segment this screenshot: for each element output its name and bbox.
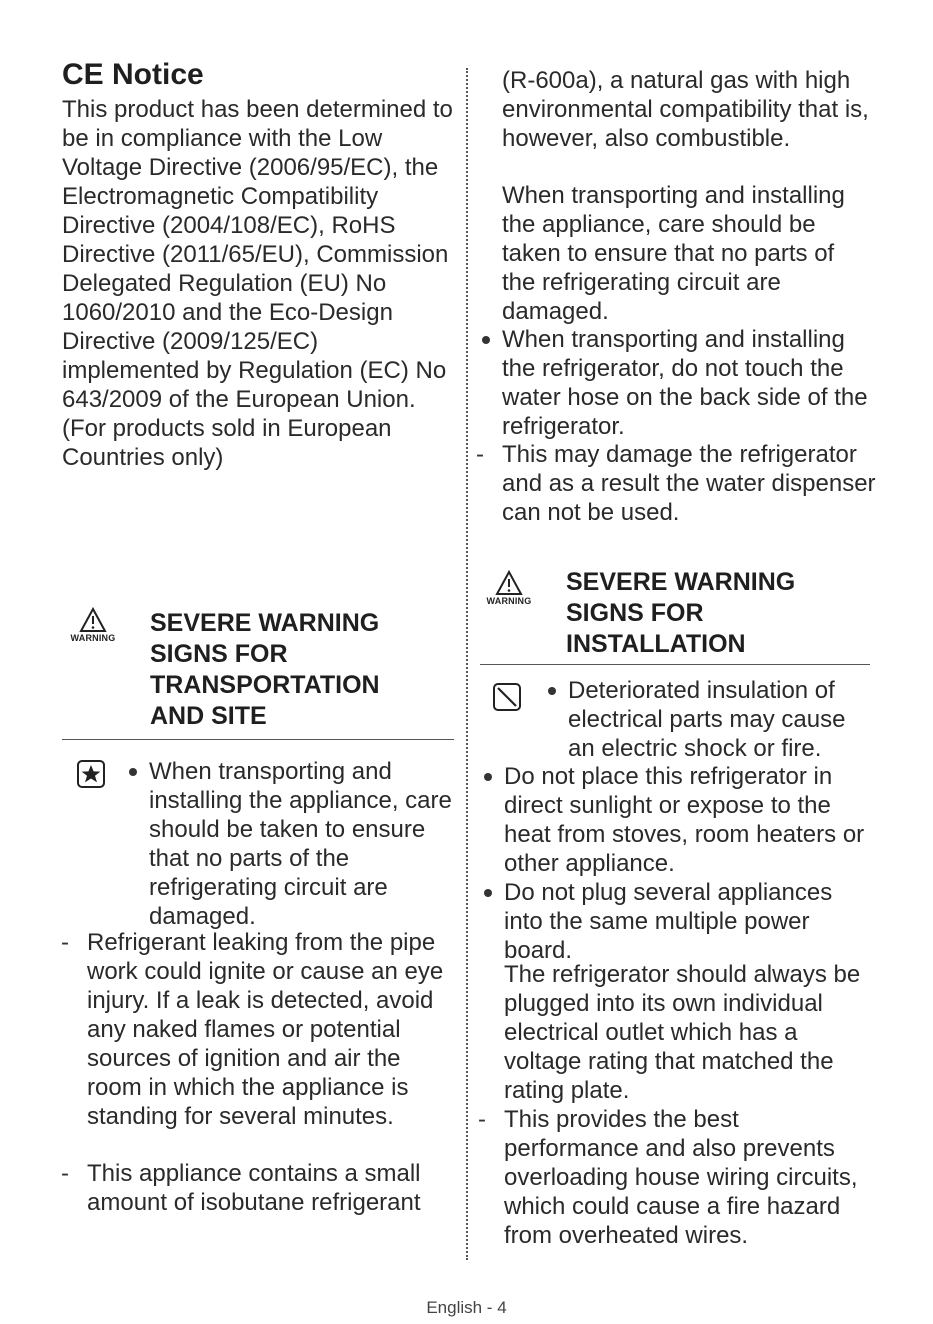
right-bottom-item-1 bbox=[568, 676, 874, 763]
bullet-item: Do not plug several appliances into the same multiple power board. bbox=[504, 878, 874, 965]
right-bottom-item-2 bbox=[504, 762, 874, 878]
right-bottom-item-3 bbox=[504, 878, 874, 965]
bullet-item: When transporting and installing the refrigerator, do not touch the water hose on the back side of the refrigerator. bbox=[502, 325, 874, 441]
right-bottom-item-5 bbox=[504, 1105, 878, 1250]
page-footer: English - 4 bbox=[426, 1298, 507, 1317]
right-top-item-1 bbox=[502, 325, 874, 441]
left-item-3 bbox=[87, 1159, 457, 1217]
warning-label: WARNING bbox=[486, 596, 532, 606]
bullet-item: Do not place this refrigerator in direct sunlight or expose to the heat from stoves, room heaters or other appliance. bbox=[504, 762, 874, 878]
star-box-icon bbox=[76, 759, 106, 794]
section-rule bbox=[480, 664, 870, 665]
warning-triangle-icon bbox=[62, 607, 124, 643]
right-top-item-2 bbox=[502, 440, 878, 527]
section-rule bbox=[62, 739, 454, 740]
left-item-1 bbox=[149, 757, 454, 931]
dash-item: - This appliance contains a small amount of isobutane refrigerant bbox=[87, 1159, 457, 1217]
column-divider bbox=[466, 68, 468, 1260]
right-continuation-2: When transporting and installing the appliance, care should be taken to ensure that no parts of the refrigerating circuit are damaged. bbox=[502, 182, 845, 325]
right-continuation: (R-600a), a natural gas with high environmental compatibility that is, however, also combustible. bbox=[502, 67, 869, 152]
dash-item: - This may damage the refrigerator and as a result the water dispenser can not be used. bbox=[502, 440, 878, 527]
ce-notice-title: CE Notice bbox=[62, 58, 204, 91]
bullet-item: When transporting and installing the appliance, care should be taken to ensure that no parts of the refrigerating circuit are damaged. bbox=[149, 757, 454, 931]
ce-notice-body: This product has been determined to be in compliance with the Low Voltage Directive (2006/95/EC), the Electromagnetic Compatibility Directive (2004/108/EC), RoHS Directive (2011/65/EU), Commission Delegated Regulation (EU) No 1060/2010 and the Eco-Design Directive (2009/125/EC) implemented by Regulation (EC) No 643/2009 of the European Union. (For products sold in European Countries only) bbox=[62, 96, 453, 471]
section-title-installation: SEVERE WARNING SIGNS FOR INSTALLATION bbox=[566, 568, 796, 658]
warning-triangle-icon bbox=[478, 570, 540, 606]
dash-item: - Refrigerant leaking from the pipe work could ignite or cause an eye injury. If a leak is detected, avoid any naked flames or potential sources of ignition and air the room in which the appliance is standing for several minutes. bbox=[87, 928, 457, 1131]
left-item-2 bbox=[87, 928, 457, 1131]
warning-label: WARNING bbox=[70, 633, 116, 643]
bullet-item: Deteriorated insulation of electrical parts may cause an electric shock or fire. bbox=[568, 676, 874, 763]
prohibition-box-icon bbox=[492, 682, 522, 717]
right-bottom-item-4: The refrigerator should always be plugged into its own individual electrical outlet which has a voltage rating that matched the rating plate. bbox=[504, 961, 861, 1104]
section-title-transportation: SEVERE WARNING SIGNS FOR TRANSPORTATION AND SITE bbox=[150, 609, 380, 730]
dash-item: - This provides the best performance and also prevents overloading house wiring circuits, which could cause a fire hazard from overheated wires. bbox=[504, 1105, 878, 1250]
